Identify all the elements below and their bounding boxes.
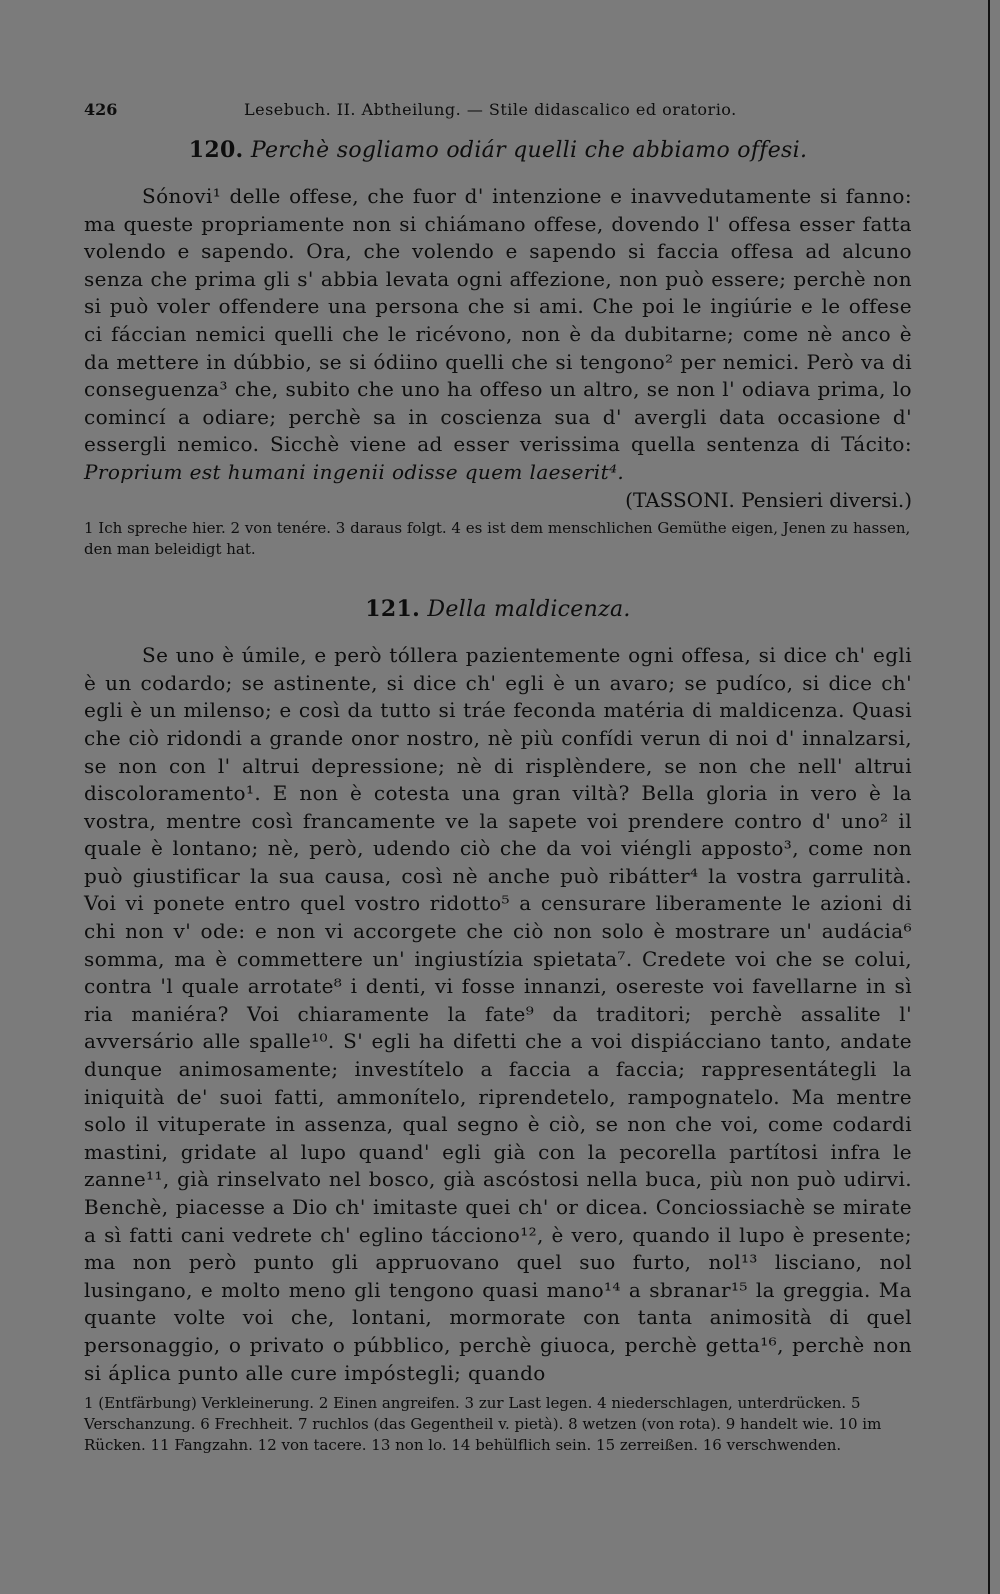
section-120-source-row <box>84 487 912 515</box>
section-120-title: Perchè sogliamo odiár quelli che abbiamo offesi. <box>250 138 808 163</box>
section-121-footnotes <box>84 1393 912 1456</box>
section-120-quote: Proprium est humani ingenii odisse quem laeserit⁴. <box>84 459 625 484</box>
section-120-footnotes <box>84 518 912 560</box>
section-120-source: (TASSONI. Pensieri diversi.) <box>625 487 912 512</box>
section-120-heading <box>84 137 912 163</box>
footnotes-text: 1 (Entfärbung) Verkleinerung. 2 Einen angreifen. 3 zur Last legen. 4 niederschlagen, unterdrücken. 5 Verschanzung. 6 Frechheit. 7 ruchlos (das Gegentheil v. pietà). 8 wetzen (von rota). 9 handelt wie. 10 im Rücken. 11 Fangzahn. 12 von tacere. 13 non lo. 14 behülflich sein. 15 zerreißen. 16 verschwenden. <box>84 1394 882 1455</box>
section-121-number: 121. <box>365 596 421 623</box>
section-120-text: Sónovi¹ delle offese, che fuor d' intenzione e inavvedutamente si fanno: ma queste propriamente non si chiámano offese, dovendo l' offesa esser fatta volendo e sapendo. Ora, che volendo e sapendo si faccia offesa ad alcuno senza che prima gli s' abbia levata ogni affezione, non può essere; perchè non si può voler offendere una persona che si ami. Che poi le ingiúrie e le offese ci fáccian nemici quelli che le ricévono, non è da dubitarne; come nè anco è da mettere in dúbbio, se si ódiino quelli che si tengono² per nemici. Però va di conseguenza³ che, subito che uno ha offeso un altro, se non l' odiava prima, lo comincí a odiare; perchè sa in coscienza sua d' avergli data occasione d' essergli nemico. Sicchè viene ad esser verissima quella sentenza di Tácito: <box>84 184 912 457</box>
section-120-body <box>84 183 912 487</box>
running-title: Lesebuch. II. Abtheilung. — Stile didascalico ed oratorio. <box>244 100 737 119</box>
page-edge-line <box>988 0 990 1594</box>
book-page <box>84 100 912 1456</box>
section-121-heading <box>84 596 912 622</box>
section-121-title: Della maldicenza. <box>427 597 631 623</box>
running-header <box>84 100 912 119</box>
section-120-number: 120. <box>188 137 244 163</box>
footnotes-text: 1 Ich spreche hier. 2 von tenére. 3 daraus folgt. 4 es ist dem menschlichen Gemüthe eigen, Jenen zu hassen, den man beleidigt hat. <box>84 519 911 559</box>
section-121-body: Se uno è úmile, e però tóllera pazientemente ogni offesa, si dice ch' egli è un codardo; se astinente, si dice ch' egli è un avaro; se pudíco, si dice ch' egli è un milenso; e così da tutto si tráe feconda matéria di maldicenza. Quasi che ciò ridondi a grande onor nostro, nè più confídi verun di noi d' innalzarsi, se non con l' altrui depressione; nè di risplèndere, se non che nell' altrui discoloramento¹. E non è cotesta una gran viltà? Bella gloria in vero è la vostra, mentre così francamente ve la sapete voi prendere contro d' uno² il quale è lontano; nè, però, udendo ciò che da voi viéngli apposto³, come non può giustificar la sua causa, così nè anche può ribátter⁴ la vostra garrulità. Voi vi ponete entro quel vostro ridotto⁵ a censurare liberamente le azioni di chi non v' ode: e non vi accorgete che ciò non solo è mostrare un' audácia⁶ somma, ma è commettere un' ingiustízia spietata⁷. Credete voi che se colui, contra 'l quale arrotate⁸ i denti, vi fosse innanzi, osereste voi favellarne in sì ria maniéra? Voi chiaramente la fate⁹ da traditori; perchè assalite l' avversário alle spalle¹⁰. S' egli ha difetti che a voi dispiácciano tanto, andate dunque animosamente; investítelo a faccia a faccia; rappresentátegli la iniquità de' suoi fatti, ammonítelo, riprendetelo, rampognatelo. Ma mentre solo il vituperate in assenza, qual segno è ciò, se non che voi, come codardi mastini, gridate al lupo quand' egli già con la pecorella partítosi infra le zanne¹¹, già rinselvato nel bosco, già ascóstosi nella buca, più non può udirvi. Benchè, piacesse a Dio ch' imitaste quei ch' or dicea. Conciossiachè se mirate a sì fatti cani vedrete ch' eglino tácciono¹², è vero, quando il lupo è presente; ma non però punto gli appruovano quel suo furto, nol¹³ lisciano, nol lusingano, e molto meno gli tengono quasi mano¹⁴ a sbranar¹⁵ la greggia. Ma quante volte voi che, lontani, mormorate con tanta animosità di quel personaggio, o privato o púbblico, perchè giuoca, perchè getta¹⁶, perchè non si áplica punto alle cure impóstegli; quando <box>84 643 912 1385</box>
page-number: 426 <box>84 100 118 119</box>
